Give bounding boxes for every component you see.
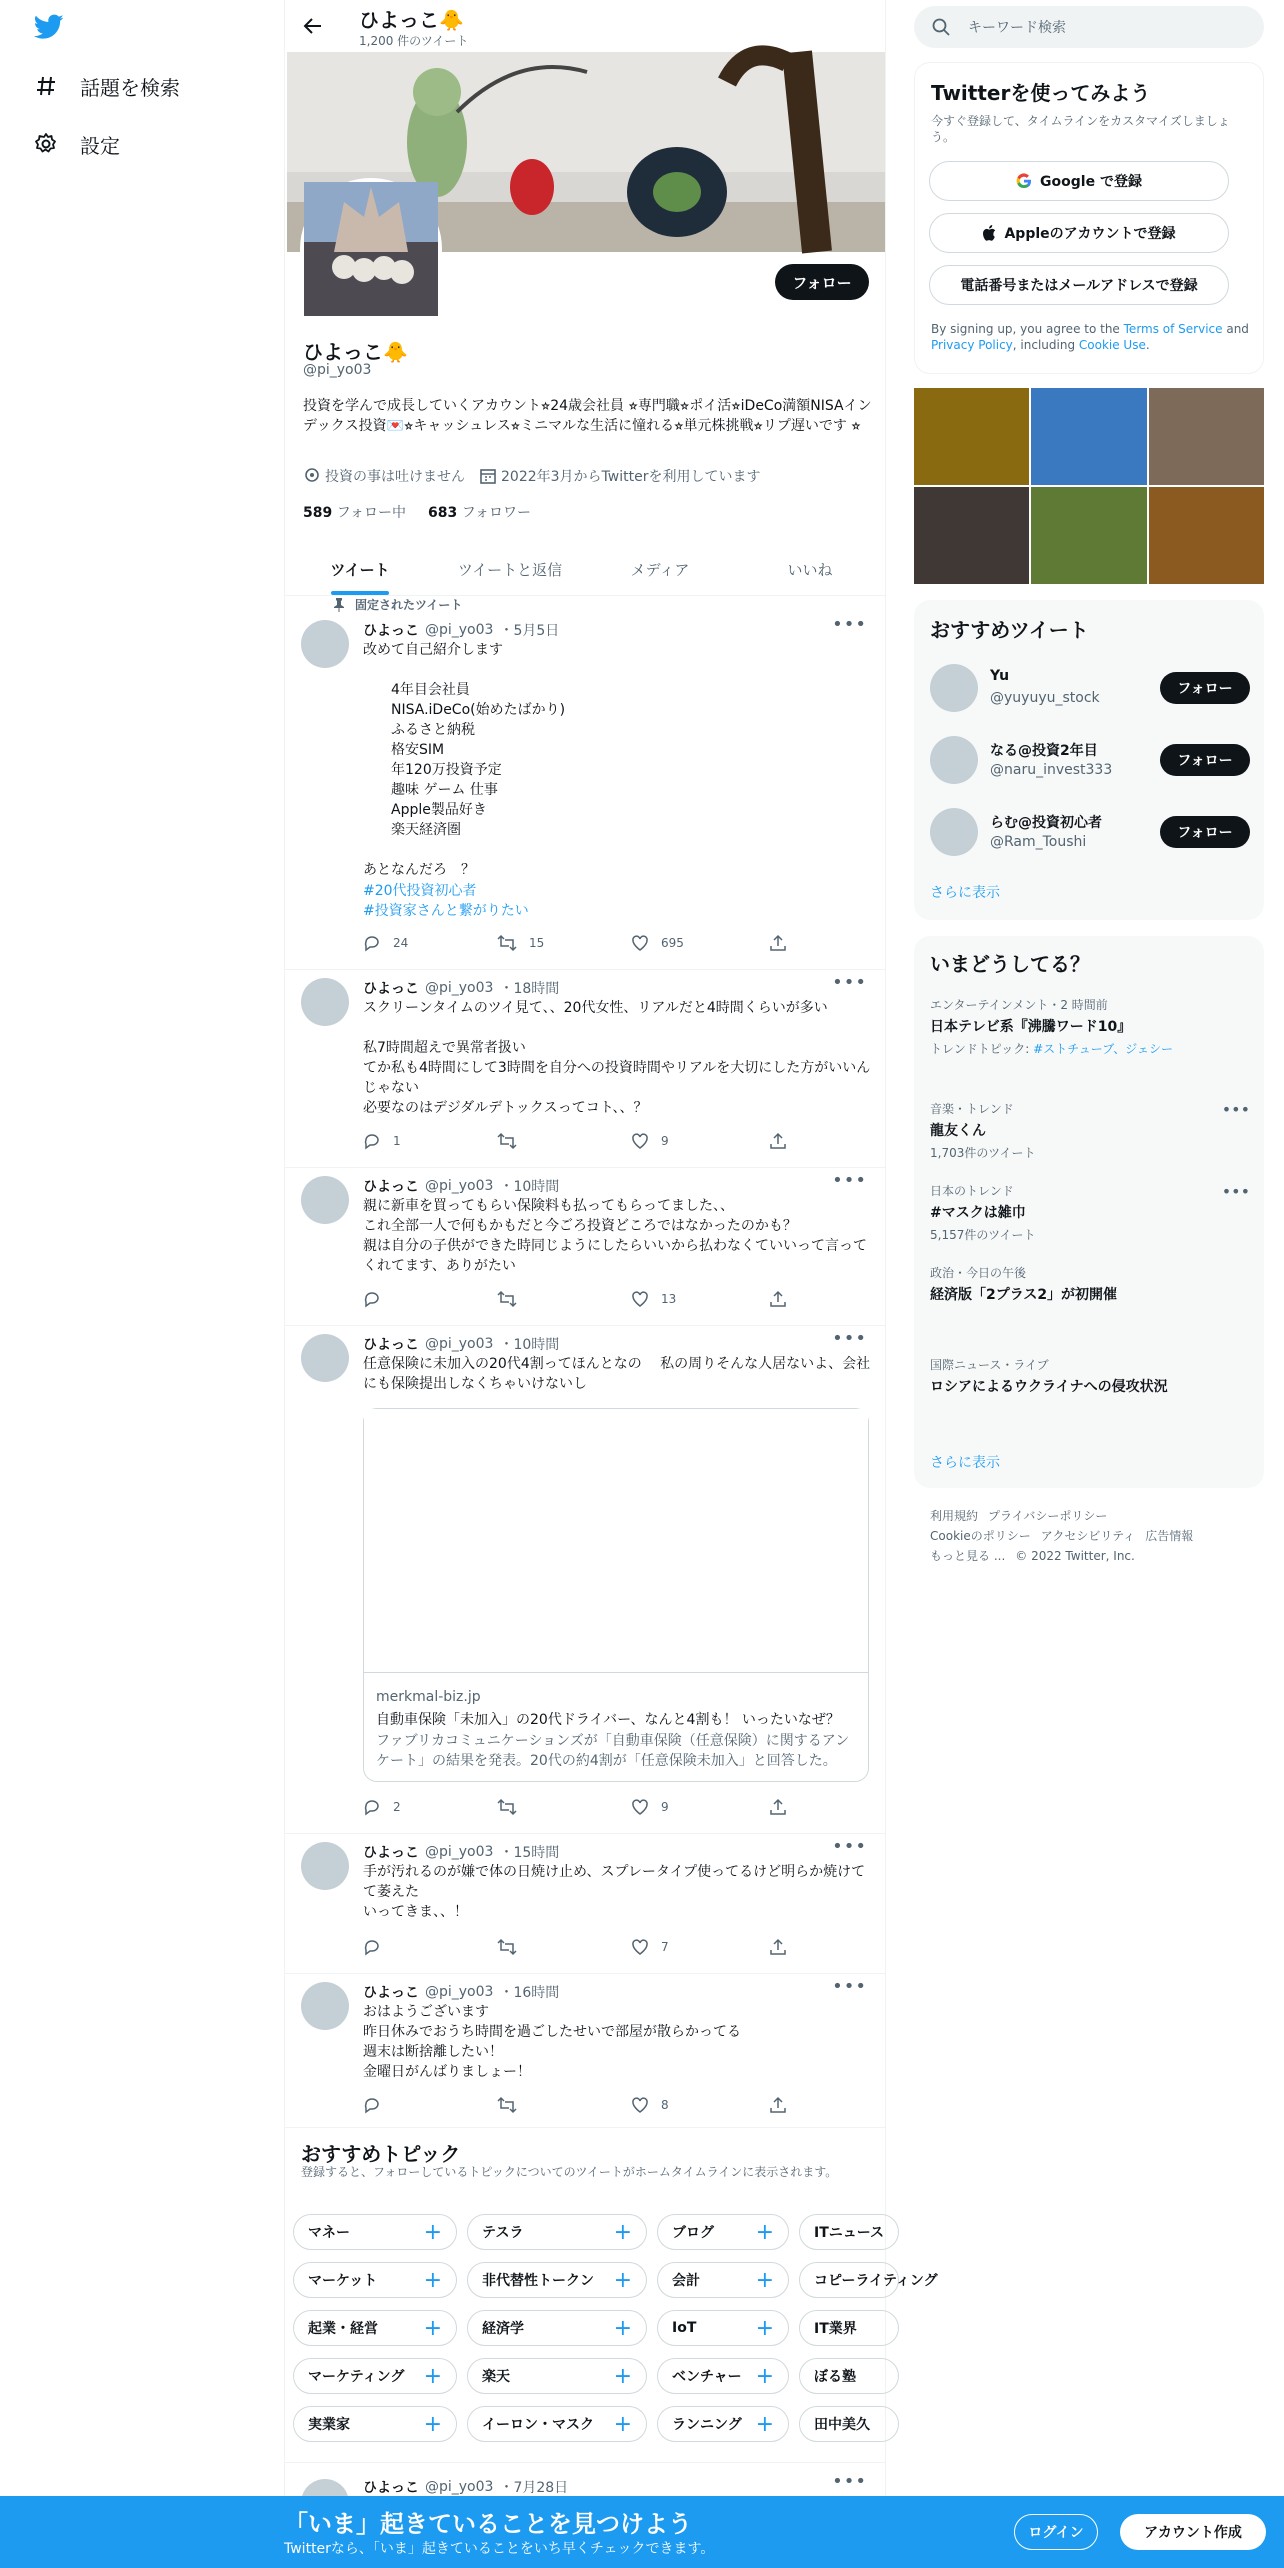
phone-signup-button[interactable]: 電話番号またはメールアドレスで登録 xyxy=(929,265,1229,305)
link-card[interactable] xyxy=(363,1408,869,1782)
share-button[interactable] xyxy=(769,934,787,952)
topic-chip-label: テスラ xyxy=(482,2225,524,2241)
follow-stats xyxy=(303,502,531,522)
share-button[interactable] xyxy=(769,1938,787,1956)
plus-icon[interactable]: + xyxy=(423,2363,442,2389)
topic-chip[interactable] xyxy=(293,2310,457,2346)
topic-chip-label: 田中美久 xyxy=(814,2417,870,2433)
twitter-logo-icon[interactable] xyxy=(34,14,64,40)
tweet-text: 改めて自己紹介します 4年目会社員 NISA.iDeCo(始めたばかり) ふるさと納税 格安SIM 年120万投資予定 趣味 ゲーム 仕事 Apple製品好き 楽天経済圏 あとなんだろ ？ xyxy=(363,642,566,878)
pinned-indicator: 固定されたツイート xyxy=(333,596,462,613)
media-thumbnail[interactable] xyxy=(1149,487,1264,584)
hashtag-link[interactable]: #20代投資初心者 xyxy=(363,883,477,899)
apple-signup-button[interactable]: Appleのアカウントで登録 xyxy=(929,213,1229,253)
like-button[interactable]: 695 xyxy=(631,934,684,952)
avatar[interactable] xyxy=(930,664,978,712)
search-box[interactable] xyxy=(914,6,1264,48)
more-icon[interactable]: ••• xyxy=(832,1170,867,1191)
retweet-icon xyxy=(497,2096,517,2114)
profile-name: ひよっこ🐥 xyxy=(303,340,408,364)
plus-icon[interactable]: + xyxy=(755,2315,774,2341)
nav-explore-label: 話題を検索 xyxy=(80,75,180,100)
trend-item[interactable]: 音楽・トレンド 龍友くん 1,703件のツイート ••• xyxy=(930,1100,1250,1160)
tweet[interactable]: ひよっこ @pi_yo03 ・18時間 ••• スクリーンタイムのツイ見て、、20代女性、リアルだと4時間くらいが多い 私7時間超えで異常者扱い てか私も4時間にして3時間を自分への投資時間やリアルを大切にした方がいいんじゃない 必要なのはデジダルデトックスってコト、、？ 1 9 xyxy=(285,970,885,1168)
plus-icon[interactable]: + xyxy=(613,2411,632,2437)
suggested-title: おすすめツイート xyxy=(930,618,1089,642)
tweet-avatar[interactable] xyxy=(301,1842,349,1890)
signup-subtitle: 今すぐ登録して、タイムラインをカスタマイズしましょう。 xyxy=(931,114,1230,144)
retweet-icon xyxy=(497,1290,517,1308)
link-card-image xyxy=(364,1409,868,1673)
more-icon[interactable]: ••• xyxy=(832,1976,867,1997)
topic-chip-label: マネー xyxy=(308,2225,350,2241)
topic-chip[interactable] xyxy=(467,2262,647,2298)
topic-chip-label: ぼる塾 xyxy=(814,2369,856,2385)
share-icon xyxy=(769,1132,787,1150)
footer-more-link[interactable]: もっと見る ... xyxy=(930,1549,1006,1563)
gear-icon xyxy=(34,132,58,156)
suggested-user[interactable]: らむ@投資初心者 @Ram_Toushi フォロー xyxy=(930,806,1250,858)
login-prompt-bar xyxy=(0,2496,1284,2568)
more-icon[interactable]: ••• xyxy=(1221,1182,1250,1201)
plus-icon[interactable]: + xyxy=(423,2411,442,2437)
more-icon[interactable]: ••• xyxy=(832,1836,867,1857)
topic-chip-label: 実業家 xyxy=(308,2417,350,2433)
heart-icon xyxy=(631,1132,649,1150)
tweet-text: スクリーンタイムのツイ見て、、20代女性、リアルだと4時間くらいが多い 私7時間超えで異常者扱い てか私も4時間にして3時間を自分への投資時間やリアルを大切にした方がいいんじゃない 必要なのはデジダルデトックスってコト、、？ xyxy=(363,1000,871,1116)
topic-chip[interactable] xyxy=(657,2214,789,2250)
reply-icon xyxy=(363,1132,381,1150)
tweet-text: 手が汚れるのが嫌で体の日焼け止め、スプレータイプ使ってるけど明らか焼けてて萎えた いってきま、、！ xyxy=(363,1864,866,1920)
topic-chip-label: コピーライティング xyxy=(814,2273,938,2289)
tweet-avatar[interactable] xyxy=(301,978,349,1026)
signup-panel xyxy=(914,62,1264,374)
retweet-button[interactable] xyxy=(497,1938,529,1956)
tweet-text: 任意保険に未加入の20代4割ってほんとなの 私の周りそんな人居ないよ、会社にも保険提出しなくちゃいけないし xyxy=(363,1356,871,1392)
topic-chip[interactable] xyxy=(467,2406,647,2442)
profile-timeline xyxy=(284,0,938,2496)
tweet-actions xyxy=(363,2096,793,2116)
share-icon xyxy=(769,1938,787,1956)
nav-explore[interactable] xyxy=(34,66,180,106)
topic-chip-label: IT業界 xyxy=(814,2321,857,2337)
plus-icon[interactable]: + xyxy=(613,2219,632,2245)
profile-joined: 2022年3月からTwitterを利用しています xyxy=(501,469,761,485)
follow-button[interactable]: フォロー xyxy=(1160,744,1250,776)
hashtag-link[interactable]: #投資家さんと繋がりたい xyxy=(363,903,529,919)
media-thumbnail[interactable] xyxy=(1149,388,1264,485)
location-icon xyxy=(303,467,321,485)
plus-icon[interactable]: + xyxy=(755,2363,774,2389)
tweet-actions xyxy=(363,1290,793,1310)
google-icon xyxy=(1016,173,1032,189)
link-card-title: 自動車保険「未加入」の20代ドライバー、なんと4割も！ いったいなぜ？ xyxy=(376,1712,840,1728)
share-button[interactable] xyxy=(769,1132,787,1150)
topic-chip-label: ランニング xyxy=(672,2417,742,2433)
share-button[interactable] xyxy=(769,2096,787,2114)
topic-chip-label: マーケティング xyxy=(308,2369,405,2385)
profile-avatar[interactable] xyxy=(300,178,442,320)
media-thumbnail[interactable] xyxy=(1031,487,1146,584)
topic-chip-label: 経済学 xyxy=(482,2321,524,2337)
tweet[interactable]: ひよっこ @pi_yo03 ・7月28日 ••• xyxy=(285,2462,885,2522)
media-thumbnail[interactable] xyxy=(914,388,1029,485)
tweet-avatar[interactable] xyxy=(301,1982,349,2030)
retweet-button[interactable] xyxy=(497,1798,529,1816)
share-icon xyxy=(769,934,787,952)
link-card-description: ファブリカコミュニケーションズが「自動車保険（任意保険）に関するアンケート」の結果を発表。20代の約4割が「任意保険未加入」と回答した。 xyxy=(376,1733,850,1769)
show-more-link[interactable]: さらに表示 xyxy=(930,885,1000,901)
like-button[interactable]: 7 xyxy=(631,1938,669,1956)
profile-meta xyxy=(303,466,760,486)
heart-icon xyxy=(631,1938,649,1956)
more-icon[interactable]: ••• xyxy=(1221,1100,1250,1119)
reply-icon xyxy=(363,2096,381,2114)
more-icon[interactable]: ••• xyxy=(832,972,867,993)
topic-chip[interactable] xyxy=(799,2262,938,2298)
reply-icon xyxy=(363,1798,381,1816)
tweet-actions xyxy=(363,1132,793,1152)
topic-chip-label: IoT xyxy=(672,2320,697,2336)
topic-chip-label: 起業・経営 xyxy=(308,2321,378,2337)
tab-likes[interactable]: いいね xyxy=(787,561,833,579)
tweet-actions xyxy=(363,1798,793,1818)
nav-settings[interactable] xyxy=(34,124,120,164)
retweet-button[interactable] xyxy=(497,2096,529,2114)
topic-chip-label: ブログ xyxy=(672,2225,714,2241)
heart-icon xyxy=(631,2096,649,2114)
link-card-domain: merkmal-biz.jp xyxy=(376,1689,481,1705)
heart-icon xyxy=(631,934,649,952)
search-icon xyxy=(932,18,950,36)
plus-icon[interactable]: + xyxy=(613,2363,632,2389)
search-input[interactable]: キーワード検索 xyxy=(968,20,1066,36)
topic-chip[interactable] xyxy=(467,2358,647,2394)
trends-panel xyxy=(914,936,1264,1488)
nav-settings-label: 設定 xyxy=(80,133,120,158)
avatar[interactable] xyxy=(930,808,978,856)
trend-item[interactable]: 国際ニュース・ライブ ロシアによるウクライナへの侵攻状況 xyxy=(930,1358,1168,1395)
profile-tabs xyxy=(285,544,885,596)
tweet-avatar[interactable] xyxy=(301,1176,349,1224)
topic-chip[interactable] xyxy=(657,2310,789,2346)
topic-chip[interactable] xyxy=(657,2262,789,2298)
tab-tweets[interactable]: ツイート xyxy=(285,544,435,595)
cookie-link[interactable]: Cookie Use xyxy=(1078,338,1146,352)
show-more-link[interactable]: さらに表示 xyxy=(930,1455,1000,1471)
footer-link[interactable]: Cookieのポリシー xyxy=(930,1529,1031,1543)
tweet-actions xyxy=(363,934,793,954)
profile-handle: @pi_yo03 xyxy=(303,362,372,378)
followers-link[interactable]: 683 フォロワー xyxy=(428,505,531,521)
retweet-icon xyxy=(497,934,517,952)
right-sidebar xyxy=(914,0,1264,2496)
like-button[interactable]: 9 xyxy=(631,1798,669,1816)
plus-icon[interactable]: + xyxy=(755,2267,774,2293)
reply-icon xyxy=(363,934,381,952)
profile-location: 投資の事は吐けません xyxy=(325,469,465,485)
share-icon xyxy=(769,1798,787,1816)
media-thumbnail[interactable] xyxy=(914,487,1029,584)
follow-button[interactable]: フォロー xyxy=(1160,816,1250,848)
avatar[interactable] xyxy=(930,736,978,784)
heart-icon xyxy=(631,1798,649,1816)
trend-item[interactable]: 政治・今日の午後 経済版「2プラス2」が初開催 xyxy=(930,1266,1118,1303)
tweet[interactable]: ひよっこ @pi_yo03 ・5月5日 ••• 改めて自己紹介します 4年目会社員 NISA.iDeCo(始めたばかり) ふるさと納税 格安SIM 年120万投資予定 趣味 ゲーム 仕事 Apple製品好き 楽天経済圏 あとなんだろ ？ #20代投資初心者 #投資家さんと繋がりたい 24 15 695 xyxy=(285,592,885,970)
topic-chip[interactable] xyxy=(293,2262,457,2298)
hashtag-icon xyxy=(34,74,58,98)
topic-chip[interactable] xyxy=(467,2310,647,2346)
retweet-icon xyxy=(497,1938,517,1956)
footer-link[interactable]: アクセシビリティ xyxy=(1040,1529,1136,1543)
topic-chip[interactable] xyxy=(293,2358,457,2394)
retweet-button[interactable] xyxy=(497,1132,529,1150)
copyright: © 2022 Twitter, Inc. xyxy=(1015,1549,1135,1563)
topic-chip-label: ベンチャー xyxy=(672,2369,742,2385)
reply-button[interactable] xyxy=(363,2096,393,2114)
media-grid xyxy=(914,388,1264,584)
topic-chip[interactable] xyxy=(657,2358,789,2394)
more-icon[interactable]: ••• xyxy=(832,614,867,635)
share-button[interactable] xyxy=(769,1290,787,1308)
tweet[interactable]: ひよっこ @pi_yo03 ・10時間 ••• 任意保険に未加入の20代4割ってほんとなの 私の周りそんな人居ないよ、会社にも保険提出しなくちゃいけないし 2 9 xyxy=(285,1326,885,1834)
tab-media[interactable]: メディア xyxy=(630,561,690,579)
plus-icon[interactable]: + xyxy=(755,2411,774,2437)
topic-chip[interactable] xyxy=(799,2310,899,2346)
plus-icon[interactable]: + xyxy=(423,2267,442,2293)
share-button[interactable] xyxy=(769,1798,787,1816)
profile-header xyxy=(285,0,885,52)
signup-title: Twitterを使ってみよう xyxy=(931,81,1151,105)
share-icon xyxy=(769,2096,787,2114)
topic-chip-label: マーケット xyxy=(308,2273,378,2289)
left-nav xyxy=(0,0,284,2496)
follow-button[interactable]: フォロー xyxy=(775,264,869,300)
prompt-title: 「いま」起きていることを見つけよう xyxy=(284,2510,692,2538)
trend-item[interactable]: エンターテインメント・2 時間前 日本テレビ系『沸騰ワード10』 トレンドトピック: #ストチューブ、ジェシー xyxy=(930,998,1173,1056)
prompt-subtitle: Twitterなら、「いま」起きていることをいち早くチェックできます。 xyxy=(284,2541,715,2557)
media-thumbnail[interactable] xyxy=(1031,388,1146,485)
plus-icon[interactable]: + xyxy=(613,2315,632,2341)
terms-link[interactable]: Terms of Service xyxy=(1123,322,1223,336)
more-icon[interactable]: ••• xyxy=(832,2471,867,2492)
tweet[interactable]: ひよっこ @pi_yo03 ・10時間 ••• 親に新車を買ってもらい保険料も払ってもらってました、、 これ全部一人で何もかもだと今ごろ投資どころではなかったのかも？ 親は自分の子供ができた時同じようにしたらいいから払わなくていいって言ってくれてます、ありがたい 13 xyxy=(285,1168,885,1326)
topic-chip[interactable] xyxy=(799,2358,899,2394)
reply-button[interactable] xyxy=(363,1290,393,1308)
privacy-link[interactable]: Privacy Policy xyxy=(931,338,1013,352)
topics-subtitle: 登録すると、フォローしているトピックについてのツイートがホームタイムラインに表示されます。 xyxy=(301,2165,838,2179)
tweet-text: おはようございます 昨日休みでおうち時間を過ごしたせいで部屋が散らかってる 週末は断捨離したい！ 金曜日がんばりましょー！ xyxy=(363,2004,741,2080)
topic-chip-label: ITニュース xyxy=(814,2225,885,2241)
topic-chip[interactable] xyxy=(467,2214,647,2250)
signup-terms: By signing up, you agree to the Terms of Service and Privacy Policy, including Cookie Use. xyxy=(931,322,1249,352)
topic-chip[interactable] xyxy=(657,2406,789,2442)
plus-icon[interactable]: + xyxy=(755,2219,774,2245)
tweet[interactable]: ひよっこ @pi_yo03 ・15時間 ••• 手が汚れるのが嫌で体の日焼け止め、スプレータイプ使ってるけど明らか焼けてて萎えた いってきま、、！ 7 xyxy=(285,1834,885,1974)
topic-chip[interactable] xyxy=(799,2406,899,2442)
retweet-button[interactable]: 15 xyxy=(497,934,544,952)
tab-tweets-replies[interactable]: ツイートと返信 xyxy=(457,561,563,579)
like-button[interactable]: 8 xyxy=(631,2096,669,2114)
topic-chip-label: 会計 xyxy=(672,2273,700,2289)
like-button[interactable]: 9 xyxy=(631,1132,669,1150)
footer-links xyxy=(930,1506,1250,1566)
reply-button[interactable]: 24 xyxy=(363,934,408,952)
reply-icon xyxy=(363,1290,381,1308)
reply-button[interactable]: 1 xyxy=(363,1132,401,1150)
footer-link[interactable]: プライバシーポリシー xyxy=(988,1509,1108,1523)
suggested-panel xyxy=(914,600,1264,920)
plus-icon[interactable]: + xyxy=(613,2267,632,2293)
google-signup-button[interactable]: Google で登録 xyxy=(929,161,1229,201)
apple-icon xyxy=(982,225,996,241)
reply-button[interactable]: 2 xyxy=(363,1798,401,1816)
suggested-user[interactable]: Yu @yuyuyu_stock フォロー xyxy=(930,662,1250,714)
like-button[interactable]: 13 xyxy=(631,1290,676,1308)
footer-link[interactable]: 利用規約 xyxy=(930,1509,979,1523)
retweet-icon xyxy=(497,1798,517,1816)
topic-chip-label: 非代替性トークン xyxy=(482,2273,594,2289)
following-link[interactable]: 589 フォロー中 xyxy=(303,505,406,521)
topic-chip[interactable] xyxy=(293,2214,457,2250)
topic-chip[interactable] xyxy=(293,2406,457,2442)
heart-icon xyxy=(631,1290,649,1308)
reply-icon xyxy=(363,1938,381,1956)
more-icon[interactable]: ••• xyxy=(832,1328,867,1349)
topic-chip-label: 楽天 xyxy=(482,2369,510,2385)
tweet-avatar[interactable] xyxy=(301,620,349,668)
retweet-button[interactable] xyxy=(497,1290,529,1308)
tweet-actions xyxy=(363,1938,793,1958)
plus-icon[interactable]: + xyxy=(423,2315,442,2341)
topics-title: おすすめトピック xyxy=(301,2142,461,2166)
topic-chip[interactable] xyxy=(799,2214,899,2250)
suggested-user[interactable]: なる@投資2年目 @naru_invest333 フォロー xyxy=(930,734,1250,786)
plus-icon[interactable]: + xyxy=(423,2219,442,2245)
topic-chip-label: イーロン・マスク xyxy=(482,2417,594,2433)
reply-button[interactable] xyxy=(363,1938,393,1956)
share-icon xyxy=(769,1290,787,1308)
tweet-avatar[interactable] xyxy=(301,1334,349,1382)
tweet-text: 親に新車を買ってもらい保険料も払ってもらってました、、 これ全部一人で何もかもだと今ごろ投資どころではなかったのかも？ 親は自分の子供ができた時同じようにしたらいいから払わなくていいって言ってくれてます、ありがたい xyxy=(363,1198,867,1274)
header-name: ひよっこ🐥 xyxy=(359,8,464,32)
footer-link[interactable]: 広告情報 xyxy=(1145,1529,1194,1543)
back-arrow-icon[interactable] xyxy=(303,16,323,36)
retweet-icon xyxy=(497,1132,517,1150)
login-button[interactable]: ログイン xyxy=(1014,2514,1098,2550)
trends-title: いまどうしてる？ xyxy=(930,952,1090,976)
header-tweet-count: 1,200 件のツイート xyxy=(359,34,469,48)
tweet[interactable]: ひよっこ @pi_yo03 ・16時間 ••• おはようございます 昨日休みでおうち時間を過ごしたせいで部屋が散らかってる 週末は断捨離したい！ 金曜日がんばりましょー！ 8 xyxy=(285,1974,885,2128)
signup-button[interactable]: アカウント作成 xyxy=(1120,2514,1266,2550)
trend-item[interactable]: 日本のトレンド #マスクは雑巾 5,157件のツイート ••• xyxy=(930,1182,1250,1242)
follow-button[interactable]: フォロー xyxy=(1160,672,1250,704)
calendar-icon xyxy=(479,467,497,485)
profile-bio: 投資を学んで成長していくアカウント⭐︎24歳会社員 ⭐︎専門職⭐︎ポイ活⭐︎iDeCo満額NISAインデックス投資💌⭐︎キャッシュレス⭐︎ミニマルな生活に憧れる⭐︎単元株挑戦⭐︎リプ遅いです ⭐︎ xyxy=(303,398,872,434)
